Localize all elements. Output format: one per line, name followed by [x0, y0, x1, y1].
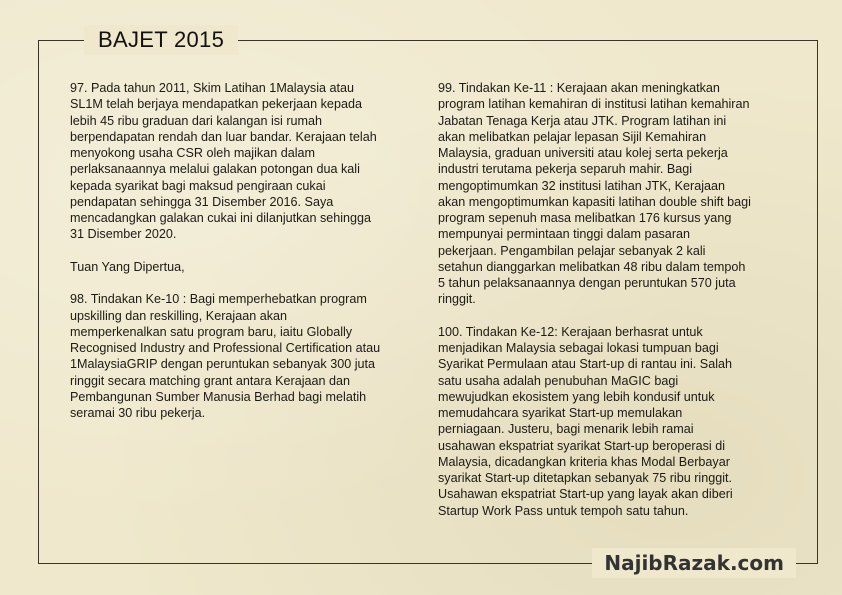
paragraph-100: 100. Tindakan Ke-12: Kerajaan berhasrat untuk menjadikan Malaysia sebagai lokasi tumpuan bagi Syarikat Permulaan atau Start-up di rantau ini. Salah satu usaha adalah penubuhan MaGIC bagi mewujudkan ekosistem yang lebih kondusif untuk memudahcara syarikat Start-up memulakan perniagaan. Justeru, bagi menarik lebih ramai usahawan ekspatriat syarikat Start-up beroperasi di Malaysia, dicadangkan kriteria khas Modal Berbayar syarikat Start-up ditetapkan sebanyak 75 ribu ringgit. Usahawan ekspatriat Start-up yang layak akan diberi Startup Work Pass untuk tempoh satu tahun.	[438, 324, 733, 518]
paragraph-98: 98. Tindakan Ke-10 : Bagi memperhebatkan program upskilling dan reskilling, Kerajaan akan memperkenalkan satu program baru, iaitu Globally Recognised Industry and Professional Certification atau 1MalaysiaGRIP dengan peruntukan sebanyak 300 juta ringgit secara matching grant antara Kerajaan dan Pembangunan Sumber Manusia Berhad bagi melatih seramai 30 ribu pekerja.	[70, 292, 381, 420]
page-title: BAJET 2015	[84, 25, 238, 55]
paragraph-97: 97. Pada tahun 2011, Skim Latihan 1Malaysia atau SL1M telah berjaya mendapatkan pekerjaan kepada lebih 45 ribu graduan dari kalangan isi rumah berpendapatan rendah dan luar bandar. Kerajaan telah menyokong usaha CSR oleh majikan dalam perlaksanaannya melalui galakan potongan dua kali kepada syarikat bagi maksud pengiraan cukai pendapatan sehingga 31 Disember 2016. Saya mencadangkan galakan cukai ini dilanjutkan sehingga 31 Disember 2020.	[70, 81, 377, 242]
salutation: Tuan Yang Dipertua,	[70, 259, 185, 274]
left-column	[70, 80, 422, 438]
brand-footer: NajibRazak.com	[592, 548, 796, 578]
paragraph-99: 99. Tindakan Ke-11 : Kerajaan akan meningkatkan program latihan kemahiran di institusi latihan kemahiran Jabatan Tenaga Kerja atau JTK. Program latihan ini akan melibatkan pelajar lepasan Sijil Kemahiran Malaysia, graduan universiti atau kolej serta pekerja industri terutama pekerja separuh mahir. Bagi mengoptimumkan 32 institusi latihan JTK, Kerajaan akan mengoptimumkan kapasiti latihan double shift bagi program sepenuh masa melibatkan 176 kursus yang mempunyai permintaan tinggi dalam pasaran pekerjaan. Pengambilan pelajar sebanyak 2 kali setahun dianggarkan melibatkan 48 ribu dalam tempoh 5 tahun pelaksanaannya dengan peruntukan 570 juta ringgit.	[438, 81, 751, 307]
right-column	[438, 80, 793, 535]
